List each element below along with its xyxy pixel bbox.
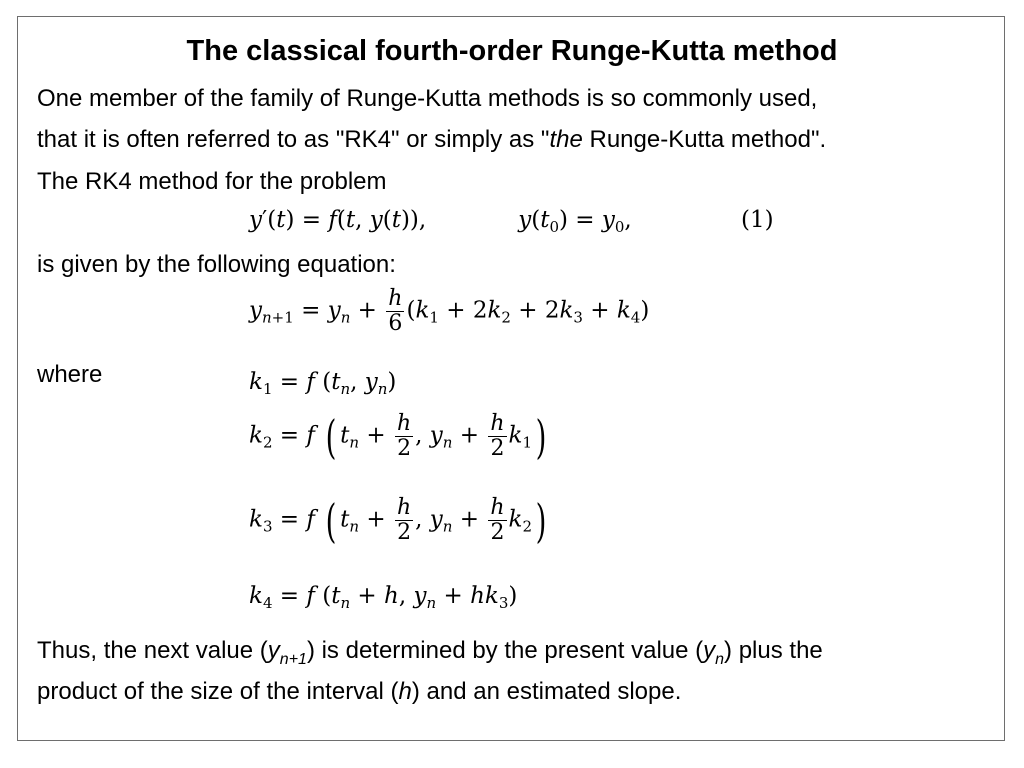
intro-line-2 [37, 119, 826, 160]
intro-line-2-post: Runge-Kutta method". [582, 126, 827, 153]
given-by-text: is given by the following equation: [37, 251, 396, 278]
intro-line-2-pre: that it is often referred to as "RK4" or simply as " [37, 126, 550, 153]
equation-number: (1) [741, 207, 774, 233]
next-value-subscript: n+1 [279, 651, 307, 668]
next-value-symbol: y [267, 637, 280, 664]
conclusion-line-2-pre: product of the size of the interval ( [37, 678, 399, 705]
conclusion-line-1-mid: ) is determined by the present value ( [306, 637, 704, 664]
ode-equation: y′(t) = f(t, y(t)), $y(t_0) = y_0$, [249, 207, 632, 236]
k4-equation: $k_4 = f$ ($t_n + h$, $y_n + hk_3$) [249, 583, 518, 612]
conclusion-line-2 [37, 671, 681, 712]
conclusion-line-1 [37, 630, 823, 671]
slide-title: The classical fourth-order Runge-Kutta method [186, 35, 838, 67]
k3-equation: $k_3 = f$ ( $t_n$ + $\frac{h}{2}$ , $y_n$ + $\frac{h}{2}$ $k_2$) [249, 493, 547, 548]
present-value-subscript: n [715, 651, 725, 668]
where-label: where [37, 361, 103, 388]
intro-line-3: The RK4 method for the problem [37, 168, 387, 195]
interval-size-symbol: h [398, 678, 412, 705]
intro-line-2-emphasis: the [549, 126, 583, 153]
conclusion-line-1-pre: Thus, the next value ( [37, 637, 268, 664]
present-value-symbol: y [703, 637, 716, 664]
rk4-update-equation: $y_{n+1} = y_n$ + $\frac{h}{6}$ $(k_1 + 2k_2 + 2k_3 + k_4)$ [249, 286, 650, 337]
conclusion-line-1-post: ) plus the [724, 637, 823, 664]
conclusion-line-2-post: ) and an estimated slope. [411, 678, 682, 705]
k1-equation: $k_1 = f$ ($t_n$, $y_n$) [249, 369, 397, 398]
intro-line-1: One member of the family of Runge-Kutta methods is so commonly used, [37, 85, 818, 112]
k2-equation: $k_2 = f$ ( $t_n$ + $\frac{h}{2}$ , $y_n$ + $\frac{h}{2}$ $k_1$) [249, 409, 547, 464]
